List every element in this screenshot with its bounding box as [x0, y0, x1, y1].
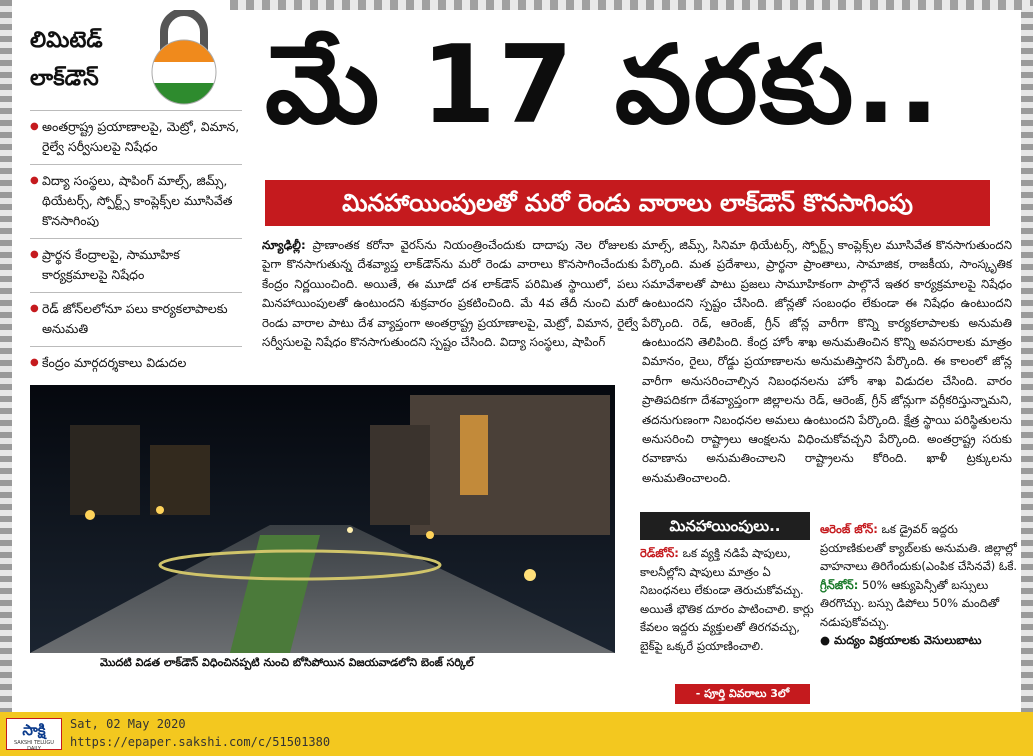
news-photo — [30, 385, 615, 653]
red-zone-label: రెడ్‌జోన్: — [640, 546, 679, 560]
highlight-item: ● కేంద్రం మార్గదర్శకాలు విడుదల — [30, 346, 242, 380]
edition-date: Sat, 02 May 2020 — [70, 717, 186, 731]
headline: మే 17 వరకు.. — [265, 23, 942, 148]
more-details-link[interactable]: - పూర్తి వివరాలు 3లో — [675, 684, 810, 704]
kicker-line2: లాక్‌డౌన్ — [30, 66, 99, 91]
article-column-1 — [262, 236, 638, 352]
dateline: న్యూఢిల్లీ: — [262, 238, 306, 252]
padlock-icon — [138, 10, 230, 105]
article-text-1: ప్రాణాంతక కరోనా వైరస్‌ను నియంత్రించేందుకు దాదాపు నెల రోజులకు పైగా కొనసాగుతున్న దేశవ్యాప్త లాక్‌డౌన్‌ను మరో రెండు వారాలు కొనసాగించేందుకు కేంద్రం నిర్ణయించింది. అయితే, ఈ మూడో దశ లాక్‌డౌన్ పరిమిత స్థాయిలో, పలు మినహాయింపులతో ఉంటుందని శుక్రవారం ప్రకటించింది. మే 4వ తేదీ నుంచి మరో రెండు వారాల పాటు దేశ వ్యాప్తంగా అంతర్రాష్ట్ర ప్రయాణాలపై, మెట్రో, విమాన, రైల్వే సర్వీసులపై నిషేధం కొనసాగుతుందని స్పష్టం చేసింది. విద్యా సంస్థలు, షాపింగ్ — [262, 238, 638, 350]
logo-text: సాక్షి — [22, 721, 46, 739]
red-zone-text: ఒక వ్యక్తి నడిపే షాపులు, కాలనీల్లోని షాపులు మాత్రం ఏ నిబంధనలు లేకుండా తెరుచుకోవచ్చు. అయితే భౌతిక దూరం పాటించాలి. కార్లు కేవలం ఇద్దరు వ్యక్తులతో తిరగవచ్చు, బైక్‌పై ఒక్కరే ప్రయాణించాలి. — [640, 546, 814, 653]
highlight-item: ● విద్యా సంస్థలు, షాపింగ్ మాల్స్, జిమ్స్, థియేటర్స్, స్పోర్ట్స్ కాంప్లెక్స్‌ల మూసివేత కొనసాగింపు — [30, 164, 242, 238]
logo-subtext: SAKSHI TELUGU DAILY — [14, 740, 54, 752]
highlight-item: ● రెడ్ జోన్‌లలోనూ పలు కార్యకలాపాలకు అనుమతి — [30, 292, 242, 346]
orange-zone-label: ఆరెంజ్ జోన్: — [820, 522, 878, 536]
kicker — [30, 22, 140, 98]
kicker-line1: లిమిటెడ్ — [30, 28, 103, 53]
exemptions-red-zone — [640, 544, 815, 655]
liquor-exemption: ● మద్యం విక్రయాలకు వెసులుబాటు — [820, 633, 982, 647]
green-zone-label: గ్రీన్‌జోన్: — [820, 577, 859, 592]
edition-url[interactable]: https://epaper.sakshi.com/c/51501380 — [70, 735, 331, 749]
highlights-list — [30, 110, 242, 380]
exemptions-other-zones — [820, 520, 1020, 650]
highlight-item: ● ప్రార్థన కేంద్రాలపై, సామూహిక కార్యక్రమాలపై నిషేధం — [30, 238, 242, 292]
sakshi-logo[interactable] — [6, 718, 62, 750]
highlight-item: ● అంతర్రాష్ట్ర ప్రయాణాలపై, మెట్రో, విమాన, రైల్వే సర్వీసులపై నిషేధం — [30, 110, 242, 164]
subheadline-banner: మినహాయింపులతో మరో రెండు వారాలు లాక్‌డౌన్ కొనసాగింపు — [265, 180, 990, 226]
photo-caption: మొదటి విడత లాక్‌డౌన్ విధించినప్పటి నుంచి బోసిపోయిన విజయవాడలోని బెంజ్ సర్కిల్ — [100, 656, 474, 669]
article-column-2: మాల్స్, జిమ్స్, సినిమా థియేటర్స్, స్పోర్ట్స్ కాంప్లెక్స్‌ల మూసివేత కొనసాగుతుందని పేర్కొంది. మత ప్రదేశాలు, ప్రార్థనా ప్రాంతాలు, సామాజిక, రాజకీయ, సాంస్కృతిక సమావేశాలతో పాటు ప్రజలు సామూహికంగా పాల్గొనే ఇతర కార్యక్రమాలపై నిషేధం ఉంటుందని స్పష్టం చేసింది. జోన్లతో సంబంధం లేకుండా ఈ నిషేధం ఉంటుందని పేర్కొంది. రెడ్, ఆరెంజ్, గ్రీన్ జోన్ల వారీగా కొన్ని కార్యకలాపాలకు అనుమతి ఉంటుందని తెలిపింది. కేంద్ర హోం శాఖ అనుమతించిన కొన్ని అవసరాలకు మాత్రం విమానం, రైలు, రోడ్డు ప్రయాణాలను అనుమతిస్తారని పేర్కొంది. ఈ కాలంలో జోన్ల వారీగా అనుసరించాల్సిన నిబంధనలను హోం శాఖ విడుదల చేసింది. వారం ప్రాతిపదికగా దేశవ్యాప్తంగా జిల్లాలను రెడ్, ఆరెంజ్, గ్రీన్ జోన్లుగా వర్గీకరిస్తున్నామని, తదనుగుణంగా నిబంధనల అమలు ఉంటుందని పేర్కొంది. క్షేత్ర స్థాయి పరిస్థితులను అనుసరించి రాష్ట్రాలు ఆంక్షలను విధించుకోవచ్చని పేర్కొంది. అంతర్రాష్ట్ర సరుకు రవాణాను అనుమతించాలని రాష్ట్రాలను కోరింది. ఖాళీ ట్రక్కులను అనుమతించాలంది. — [642, 238, 1012, 485]
chain-border-top — [230, 0, 1030, 10]
orange-zone-text: ఒక డ్రైవర్ ఇద్దరు ప్రయాణికులతో క్యాబ్‌లకు అనుమతి. జిల్లాల్లో వాహనాలు తిరిగేందుకు(ఎంపిక చేసినవే) ఓకే. — [820, 522, 1017, 573]
green-zone-text: 50% ఆక్యుపెన్సీతో బస్సులు తిరగొచ్చు. బస్సు డిపోలు 50% మందితో నడుపుకోవచ్చు. — [820, 577, 1000, 629]
exemptions-box-title: మినహాయింపులు.. — [640, 512, 810, 540]
city-night-photo-icon — [30, 385, 615, 653]
chain-border-left — [0, 0, 12, 712]
chain-border-right — [1021, 0, 1033, 712]
footer-bar — [0, 712, 1033, 756]
